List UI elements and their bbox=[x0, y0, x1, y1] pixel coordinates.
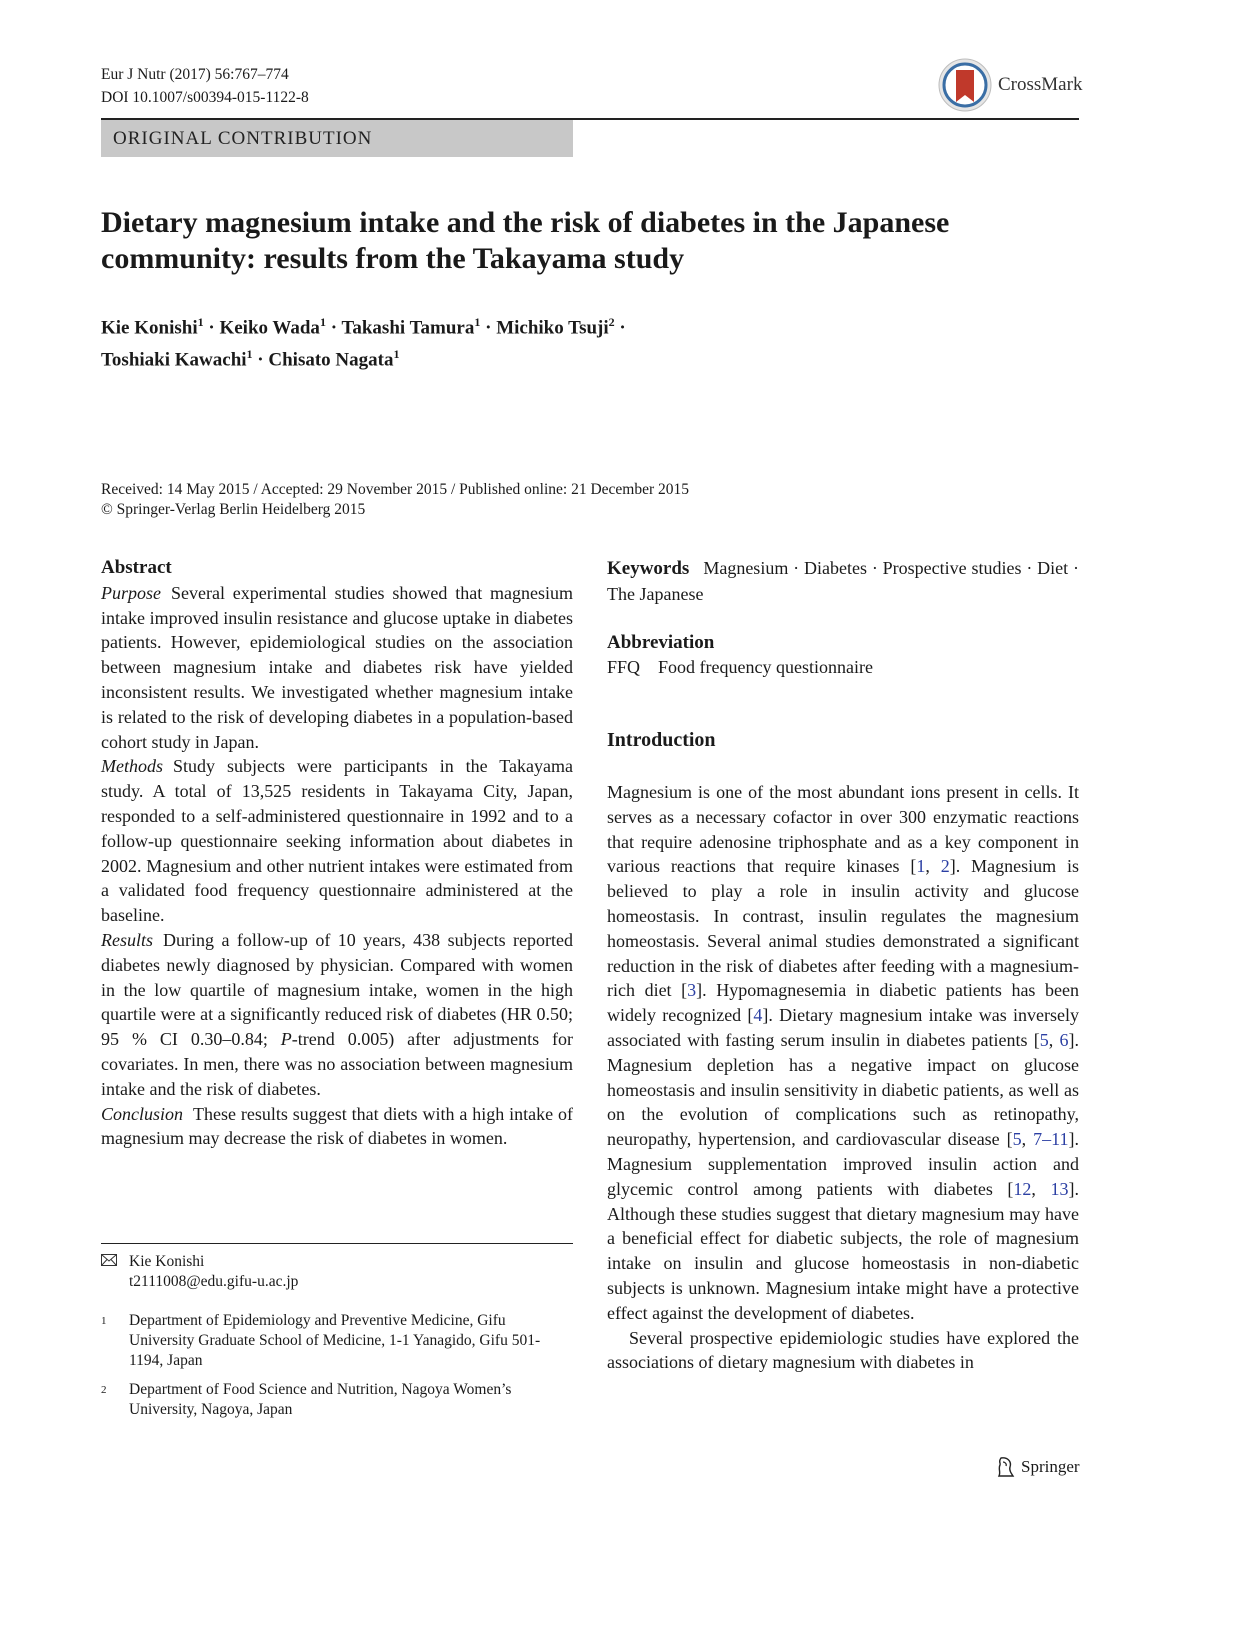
corresponding-name: Kie Konishi bbox=[129, 1253, 205, 1270]
crossmark-badge[interactable] bbox=[938, 58, 1082, 112]
results-text-b: -trend 0.005) after adjustments for covariates. In men, there was no association between magnesium intake and the risk of diabetes. bbox=[101, 1029, 574, 1099]
methods-text: Study subjects were participants in the Takayama study. A total of 13,525 residents in Takayama City, Japan, responded to a self-administered questionnaire in 1992 and to a follow-up questionnaire seeking information about diabetes in 2002. Magnesium and other nutrient intakes were estimated from a validated food frequency questionnaire administered at the baseline. bbox=[101, 756, 573, 926]
copyright-line: © Springer-Verlag Berlin Heidelberg 2015 bbox=[101, 501, 366, 518]
received-accepted-line: Received: 14 May 2015 / Accepted: 29 November 2015 / Published online: 21 December 2015 bbox=[101, 481, 690, 498]
abstract-results bbox=[101, 928, 573, 1102]
results-p-symbol: P bbox=[280, 1029, 292, 1050]
envelope-icon bbox=[101, 1252, 129, 1292]
abstract-heading: Abstract bbox=[101, 557, 172, 578]
corresponding-author bbox=[101, 1252, 573, 1292]
citation-link[interactable]: 3 bbox=[687, 980, 697, 1001]
author-name[interactable]: Michiko Tsuji bbox=[496, 317, 609, 339]
introduction-heading: Introduction bbox=[607, 729, 716, 752]
springer-horse-icon bbox=[995, 1456, 1015, 1478]
section-banner: ORIGINAL CONTRIBUTION bbox=[101, 120, 573, 157]
abbreviation-term: FFQ bbox=[607, 657, 641, 678]
introduction-paragraph-1: Magnesium is one of the most abundant ions present in cells. It serves as a necessary cofactor in over 300 enzymatic reactions that require adenosine triphosphate and as a key component in various reactions that require kinases [1, 2]. Magnesium is believed to play a role in insulin activity and glucose homeostasis. In contrast, insulin regulates the magnesium homeostasis. Several animal studies demonstrated a significant reduction in the risk of diabetes after feeding with a magnesium-rich diet [3]. Hypomagnesemia in diabetic patients has been widely recognized [4]. Dietary magnesium intake was inversely associated with fasting serum insulin in diabetes patients [5, 6]. Magnesium depletion has a negative impact on glucose homeostasis and insulin sensitivity in diabetic patients, as well as on the evolution of complications such as retinopathy, neuropathy, hypertension, and cardiovascular disease [5, 7–11]. Magnesium supplementation improved insulin action and glycemic control among patients with diabetes [12, 13]. Although these studies suggest that dietary magnesium may have a beneficial effect for diabetic subjects, the role of magnesium intake on insulin and glucose homeostasis in non-diabetic subjects is unknown. Magnesium intake might have a protective effect against the development of diabetes. bbox=[607, 781, 1080, 1323]
author-name[interactable]: Toshiaki Kawachi bbox=[101, 349, 247, 371]
author-affiliation-mark: 2 bbox=[608, 315, 615, 329]
abstract-column bbox=[101, 556, 573, 1151]
conclusion-text: These results suggest that diets with a high intake of magnesium may decrease the risk of diabetes in women. bbox=[101, 1103, 573, 1149]
journal-reference bbox=[101, 63, 309, 109]
footnotes bbox=[101, 1252, 573, 1420]
methods-label: Methods bbox=[101, 756, 163, 777]
citation-link[interactable]: 5 bbox=[1039, 1029, 1049, 1050]
journal-citation: Eur J Nutr (2017) 56:767–774 bbox=[101, 66, 289, 83]
affiliation-2 bbox=[101, 1380, 573, 1420]
author-name[interactable]: Takashi Tamura bbox=[341, 317, 475, 339]
title-line-2: community: results from the Takayama study bbox=[101, 242, 685, 275]
citation-link[interactable]: 2 bbox=[940, 856, 950, 877]
citation-link[interactable]: 13 bbox=[1050, 1178, 1069, 1199]
abbreviation-entry bbox=[607, 655, 1079, 680]
publisher-logo bbox=[995, 1456, 1080, 1478]
keywords-heading: Keywords bbox=[607, 558, 690, 579]
doi[interactable]: DOI 10.1007/s00394-015-1122-8 bbox=[101, 89, 309, 106]
introduction-paragraph-2: Several prospective epidemiologic studies have explored the associations of dietary magnesium with diabetes in bbox=[607, 1327, 1079, 1373]
keywords bbox=[607, 556, 1079, 607]
citation-link[interactable]: 7–11 bbox=[1033, 1129, 1069, 1150]
affiliation-1 bbox=[101, 1311, 573, 1371]
affiliation-mark: 2 bbox=[101, 1384, 107, 1396]
results-text-a: During a follow-up of 10 years, 438 subjects reported diabetes newly diagnosed by physician. Compared with women in the low quartile of magnesium intake, women in the high quartile were at a significantly reduced risk of diabetes (HR 0.50; 95 % CI 0.30–0.84; bbox=[101, 929, 573, 1050]
footnote-rule bbox=[101, 1243, 573, 1244]
abbreviation-heading: Abbreviation bbox=[607, 631, 715, 653]
citation-link[interactable]: 5 bbox=[1012, 1129, 1022, 1150]
affiliation-text: Department of Epidemiology and Preventive Medicine, Gifu University Graduate School of Medicine, 1-1 Yanagido, Gifu 501-1194, Japan bbox=[129, 1312, 541, 1369]
right-column bbox=[607, 556, 1079, 1375]
author-list: Kie Konishi$^1$ · Keiko Wada$^1$ · Takashi Tamura$^1$ · Michiko Tsuji$^2$ · Toshiaki Kawachi$^1$ · Chisato Nagata$^1$ bbox=[101, 315, 626, 371]
abbreviation-definition: Food frequency questionnaire bbox=[658, 657, 873, 678]
citation-link[interactable]: 1 bbox=[916, 856, 926, 877]
crossmark-label: CrossMark bbox=[998, 74, 1083, 95]
author-name[interactable]: Chisato Nagata bbox=[268, 349, 394, 371]
crossmark-icon bbox=[938, 58, 992, 112]
purpose-text: Several experimental studies showed that magnesium intake improved insulin resistance and glucose uptake in diabetes patients. However, epidemiological studies on the association between magnesium intake and diabetes risk have yielded inconsistent results. We investigated whether magnesium intake is related to the risk of developing diabetes in a population-based cohort study in Japan. bbox=[101, 582, 573, 752]
title-line-1: Dietary magnesium intake and the risk of diabetes in the Japanese bbox=[101, 206, 950, 239]
author-name[interactable]: Kie Konishi bbox=[101, 317, 198, 339]
affiliation-mark: 1 bbox=[101, 1315, 107, 1327]
conclusion-label: Conclusion bbox=[101, 1103, 184, 1124]
citation-link[interactable]: 12 bbox=[1013, 1178, 1032, 1199]
purpose-label: Purpose bbox=[101, 582, 161, 603]
corresponding-email[interactable]: t2111008@edu.gifu-u.ac.jp bbox=[129, 1273, 299, 1290]
results-label: Results bbox=[101, 929, 153, 950]
citation-link[interactable]: 6 bbox=[1059, 1029, 1069, 1050]
paper-title bbox=[101, 205, 1081, 277]
author-affiliation-mark: 1 bbox=[246, 347, 253, 362]
author-affiliation-mark: 1 bbox=[197, 315, 204, 329]
abstract-purpose bbox=[101, 581, 573, 755]
affiliation-text: Department of Food Science and Nutrition, Nagoya Women’s University, Nagoya, Japan bbox=[129, 1381, 512, 1418]
publisher-name: Springer bbox=[1021, 1457, 1080, 1476]
abstract-conclusion bbox=[101, 1102, 573, 1152]
author-name[interactable]: Keiko Wada bbox=[219, 317, 320, 339]
author-affiliation-mark: 1 bbox=[393, 347, 400, 362]
abstract-methods bbox=[101, 754, 573, 928]
author-affiliation-mark: 1 bbox=[474, 315, 481, 329]
publication-dates bbox=[101, 480, 689, 520]
author-affiliation-mark: 1 bbox=[319, 315, 326, 329]
keywords-text: Magnesium · Diabetes · Prospective studies · Diet · The Japanese bbox=[607, 558, 1079, 604]
citation-link[interactable]: 4 bbox=[753, 1005, 763, 1026]
